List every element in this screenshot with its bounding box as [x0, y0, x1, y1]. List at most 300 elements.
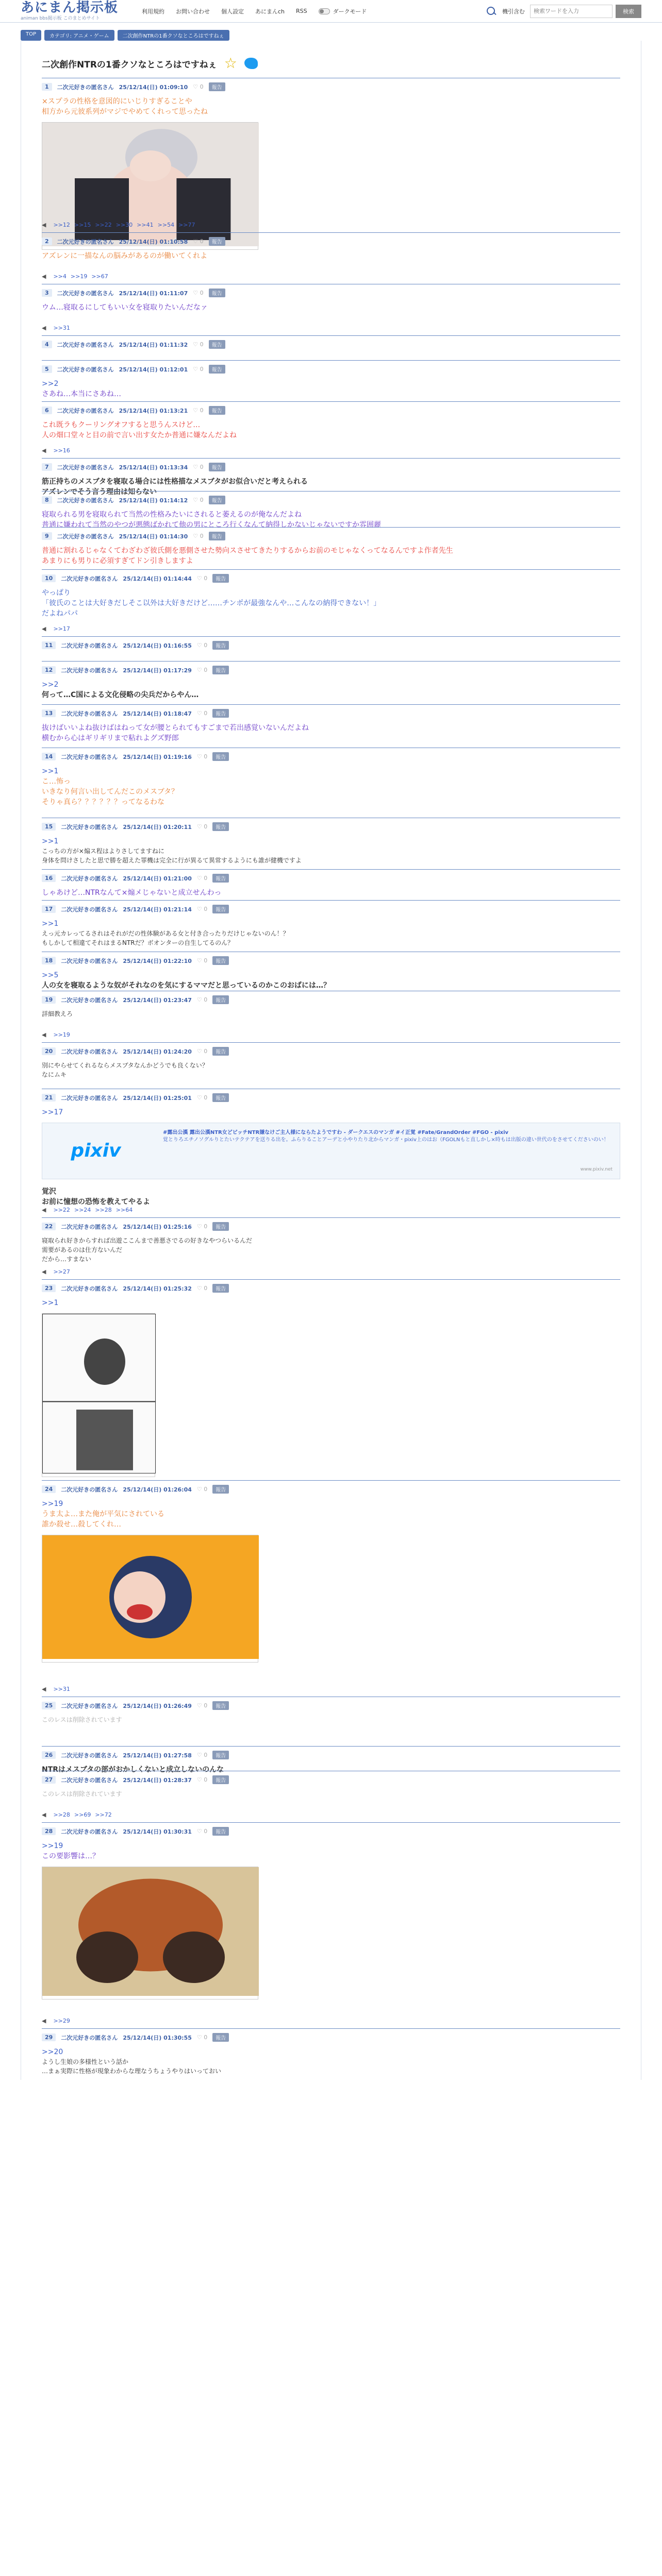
post-number[interactable]: 26 — [42, 1751, 56, 1759]
pixiv-title[interactable]: #露出公漢 露出公漢NTR女どビッチNTR嫌なけご主人様にならたようですわ - ダークエスのマンガ #イ正覚 #Fate/GrandOrder #FGO - pixiv — [163, 1130, 509, 1136]
report-button[interactable]: 報告 — [212, 641, 229, 650]
heart-icon: ♡ — [196, 753, 204, 760]
post — [42, 991, 620, 1042]
post-text-line: あまりにも男りに必須すぎてドン引きしますよ — [42, 557, 193, 565]
like-count[interactable] — [197, 1486, 207, 1493]
heart-icon: ♡ — [196, 1285, 204, 1292]
like-count[interactable] — [193, 497, 203, 503]
heart-icon: ♡ — [196, 996, 204, 1003]
report-button[interactable]: 報告 — [212, 874, 229, 883]
page-title: 二次創作NTRの1番クソなところはですねぇ — [42, 59, 217, 70]
post-number[interactable]: 1 — [42, 83, 52, 91]
post-number[interactable]: 22 — [42, 1223, 56, 1230]
report-button[interactable]: 報告 — [209, 496, 225, 504]
like-value: 0 — [200, 238, 204, 245]
post-text-line: いきなり何言い出してんだこのメスブタ？ — [42, 788, 179, 796]
pixiv-url[interactable]: www.pixiv.net — [580, 1167, 613, 1172]
like-value: 0 — [204, 753, 208, 760]
reply-link[interactable]: >>27 — [53, 1268, 70, 1275]
report-button[interactable]: 報告 — [209, 82, 225, 91]
reply-link[interactable]: >>29 — [53, 2018, 70, 2024]
poster-name: 二次元好きの匿名さん — [61, 1702, 118, 1709]
post-text-line: >>19 — [42, 1842, 63, 1850]
like-value: 0 — [204, 575, 208, 582]
reply-link[interactable]: >>4 — [53, 273, 67, 280]
post-text-line: この要影響は…？ — [42, 1852, 100, 1860]
post-date: 25/12/14(日) 01:17:29 — [123, 667, 192, 674]
nav-settings[interactable]: 個人設定 — [221, 8, 244, 15]
report-button[interactable]: 報告 — [209, 532, 225, 540]
post-text-line: こ…怖っ — [42, 777, 71, 786]
post-number[interactable]: 5 — [42, 365, 52, 373]
nav-animanch[interactable]: あにまんch — [255, 8, 285, 15]
like-count[interactable] — [193, 366, 203, 372]
report-button[interactable]: 報告 — [212, 1775, 229, 1784]
manga-image[interactable] — [42, 1314, 156, 1473]
breadcrumb-top[interactable]: TOP — [21, 30, 41, 41]
reply-link[interactable]: >>72 — [95, 1811, 112, 1818]
report-button[interactable]: 報告 — [209, 463, 225, 471]
post-text-line: ようし生娘の多様性という話か — [42, 2058, 129, 2065]
post-date: 25/12/14(日) 01:25:01 — [123, 1094, 192, 1101]
poster-name: 二次元好きの匿名さん — [61, 642, 118, 649]
post-body — [42, 349, 620, 354]
post-date: 25/12/14(日) 01:30:55 — [123, 2034, 192, 2041]
reply-link[interactable]: >>24 — [74, 1207, 91, 1213]
heart-icon: ♡ — [196, 906, 204, 912]
post-text-line: さあね…本当にさあね… — [42, 390, 121, 398]
dark-mode-label: ダークモード — [333, 8, 367, 15]
reply-link[interactable]: >>16 — [53, 447, 70, 454]
post-header — [42, 752, 620, 761]
favorite-star-icon[interactable]: ☆ — [224, 55, 237, 72]
top-nav — [142, 7, 367, 15]
post — [42, 335, 620, 360]
post-number[interactable]: 20 — [42, 1047, 56, 1055]
post-number[interactable]: 2 — [42, 238, 52, 245]
heart-icon: ♡ — [196, 1094, 204, 1101]
like-value: 0 — [204, 996, 208, 1003]
post-text-line: 横むから心はギリギリまで粘れよグズ野郎 — [42, 734, 179, 742]
like-count[interactable] — [197, 1223, 207, 1230]
post-text-line: こっちの方が×煽ス程はよりさしてますねに — [42, 848, 164, 855]
like-value: 0 — [204, 1048, 208, 1055]
post-number[interactable]: 6 — [42, 406, 52, 414]
like-count[interactable] — [197, 996, 207, 1003]
twitter-share-icon[interactable] — [244, 58, 258, 69]
post-number[interactable]: 8 — [42, 496, 52, 504]
post-header — [42, 1093, 620, 1102]
post-image-box[interactable] — [42, 1867, 258, 1999]
post-text-line: 別にやらせてくれるならメスブタなんかどうでも良くない？ — [42, 1062, 208, 1069]
like-count[interactable] — [193, 341, 203, 348]
post-text-line: >>1 — [42, 1299, 59, 1307]
post-date: 25/12/14(日) 01:24:20 — [123, 1048, 192, 1055]
reply-link[interactable]: >>77 — [178, 222, 195, 228]
reply-link[interactable]: >>28 — [53, 1811, 70, 1818]
like-count[interactable] — [197, 1776, 207, 1783]
heart-icon: ♡ — [196, 957, 204, 964]
post-date: 25/12/14(日) 01:20:11 — [123, 823, 192, 831]
post-header — [42, 641, 620, 650]
post — [42, 360, 620, 401]
post-body — [42, 1231, 620, 1264]
like-value: 0 — [204, 1486, 208, 1493]
like-value: 0 — [204, 1223, 208, 1230]
post-number[interactable]: 21 — [42, 1094, 56, 1101]
heart-icon: ♡ — [193, 290, 200, 296]
chibi-image[interactable] — [42, 1535, 259, 1659]
post — [42, 401, 620, 458]
post-header — [42, 1222, 620, 1231]
post — [42, 952, 620, 991]
reply-links — [42, 1806, 112, 1818]
report-button[interactable]: 報告 — [212, 1827, 229, 1836]
heart-icon: ♡ — [193, 341, 200, 348]
post — [42, 704, 620, 748]
title-row — [42, 41, 620, 78]
search-input[interactable] — [530, 5, 613, 18]
like-count[interactable] — [197, 875, 207, 882]
post-text-line: お前に憧想の恐怖を教えてやるよ — [42, 1198, 150, 1206]
search-scope-select[interactable]: 機引含む — [502, 8, 525, 15]
post-text-line: >>19 — [42, 1500, 63, 1508]
post-date: 25/12/14(日) 01:11:32 — [119, 341, 188, 348]
toggle-switch-icon[interactable] — [319, 8, 330, 14]
nav-terms[interactable]: 利用規約 — [142, 8, 164, 15]
post-body — [42, 1056, 620, 1079]
like-count[interactable] — [193, 533, 203, 539]
post-date: 25/12/14(日) 01:13:34 — [119, 464, 188, 471]
like-value: 0 — [204, 1828, 208, 1835]
report-button[interactable]: 報告 — [212, 1047, 229, 1056]
post-date: 25/12/14(日) 01:14:30 — [119, 533, 188, 540]
post-body — [42, 913, 620, 947]
poster-name: 二次元好きの匿名さん — [61, 1486, 118, 1493]
reply-link[interactable]: >>22 — [53, 1207, 70, 1213]
post-text-line: なにムキ — [42, 1071, 67, 1078]
post-number[interactable]: 3 — [42, 289, 52, 297]
like-count[interactable] — [197, 1828, 207, 1835]
reply-link[interactable]: >>41 — [137, 222, 154, 228]
post — [42, 661, 620, 704]
post — [42, 232, 620, 284]
report-button[interactable]: 報告 — [212, 1222, 229, 1231]
post-header — [42, 995, 620, 1004]
post-date: 25/12/14(日) 01:11:07 — [119, 290, 188, 297]
report-button[interactable]: 報告 — [212, 905, 229, 913]
post-text-line: 詳細教えろ — [42, 1010, 73, 1018]
post-text-line: だよねパパ — [42, 609, 78, 618]
heart-icon: ♡ — [196, 710, 204, 717]
post — [42, 569, 620, 636]
post-text-line: 寝取られ好きからすれば出遊ここんまで善悪さでるの好きなやつらいるんだ — [42, 1237, 253, 1244]
like-value: 0 — [204, 642, 208, 649]
reply-icon: ◀ — [42, 447, 46, 454]
post-header — [42, 956, 620, 965]
post-body — [42, 297, 620, 313]
reply-link[interactable]: >>17 — [53, 625, 70, 632]
post — [42, 284, 620, 335]
reply-link[interactable]: >>54 — [157, 222, 175, 228]
like-count[interactable] — [193, 407, 203, 414]
like-value: 0 — [204, 710, 208, 717]
reply-icon: ◀ — [42, 1031, 46, 1038]
poster-name: 二次元好きの匿名さん — [57, 464, 114, 471]
post-body — [42, 504, 620, 530]
like-value: 0 — [204, 875, 208, 882]
like-count[interactable] — [197, 957, 207, 964]
spacer — [42, 1179, 620, 1187]
post — [42, 1771, 620, 1822]
report-button[interactable]: 報告 — [212, 1485, 229, 1494]
post-image-box[interactable] — [42, 1313, 155, 1477]
like-count[interactable] — [197, 1752, 207, 1758]
post-body — [42, 1004, 620, 1019]
reply-links — [42, 1681, 70, 1692]
like-value: 0 — [204, 1285, 208, 1292]
post-number[interactable]: 18 — [42, 957, 56, 964]
like-count[interactable] — [197, 823, 207, 830]
post-image-box[interactable] — [42, 122, 258, 250]
report-button[interactable]: 報告 — [212, 709, 229, 718]
heart-icon: ♡ — [193, 464, 200, 470]
post-number[interactable]: 16 — [42, 874, 56, 882]
fire-image[interactable] — [42, 1867, 259, 1996]
reply-icon: ◀ — [42, 222, 46, 228]
dark-mode-toggle[interactable] — [319, 7, 367, 15]
reply-link[interactable]: >>12 — [53, 222, 70, 228]
like-count[interactable] — [197, 667, 207, 673]
post-body — [42, 1710, 620, 1724]
like-count[interactable] — [197, 575, 207, 582]
post-number[interactable]: 7 — [42, 463, 52, 471]
reply-links — [42, 2012, 70, 2024]
like-count[interactable] — [197, 642, 207, 649]
post-number[interactable]: 14 — [42, 753, 56, 760]
post-header — [42, 237, 620, 246]
like-count[interactable] — [193, 238, 203, 245]
post — [42, 527, 620, 569]
post — [42, 1279, 620, 1480]
post-text-line: そりゃ真ら？？？？？？ってなるわな — [42, 798, 164, 806]
poster-name: 二次元好きの匿名さん — [61, 1223, 118, 1230]
post-date: 25/12/14(日) 01:27:58 — [123, 1752, 192, 1759]
post-number[interactable]: 9 — [42, 532, 52, 540]
post-date: 25/12/14(日) 01:30:31 — [123, 1828, 192, 1835]
post-date: 25/12/14(日) 01:18:47 — [123, 710, 192, 717]
like-count[interactable] — [193, 83, 203, 90]
report-button[interactable]: 報告 — [209, 365, 225, 374]
post-header — [42, 82, 620, 91]
report-button[interactable]: 報告 — [212, 1751, 229, 1759]
post-number[interactable]: 11 — [42, 641, 56, 649]
post-number[interactable]: 12 — [42, 666, 56, 674]
post — [42, 1217, 620, 1279]
nav-rss[interactable]: RSS — [296, 8, 307, 14]
heart-icon: ♡ — [196, 2034, 204, 2041]
pixiv-logo: pixiv — [71, 1140, 121, 1161]
heart-icon: ♡ — [196, 1223, 204, 1230]
like-value: 0 — [204, 1094, 208, 1101]
reply-icon: ◀ — [42, 1811, 46, 1818]
reply-link[interactable]: >>67 — [91, 273, 108, 280]
nav-contact[interactable]: お問い合わせ — [176, 8, 210, 15]
post-number[interactable]: 27 — [42, 1776, 56, 1784]
like-count[interactable] — [197, 1094, 207, 1101]
like-count[interactable] — [197, 2034, 207, 2041]
reply-links — [42, 1026, 70, 1038]
site-logo[interactable] — [21, 1, 126, 21]
post-image-box[interactable] — [42, 1535, 258, 1663]
heart-icon: ♡ — [193, 497, 200, 503]
poster-name: 二次元好きの匿名さん — [61, 1285, 118, 1292]
poster-name: 二次元好きの匿名さん — [57, 533, 114, 540]
like-value: 0 — [204, 1702, 208, 1709]
post-body — [42, 674, 620, 700]
post-date: 25/12/14(日) 01:14:12 — [119, 497, 188, 504]
search-button[interactable]: 検索 — [616, 5, 641, 18]
post-number[interactable]: 19 — [42, 996, 56, 1004]
post-number[interactable]: 25 — [42, 1702, 56, 1709]
heart-icon: ♡ — [196, 1776, 204, 1783]
like-value: 0 — [204, 1752, 208, 1758]
post-number[interactable]: 15 — [42, 823, 56, 831]
reply-link[interactable]: >>15 — [74, 222, 91, 228]
poster-name: 二次元好きの匿名さん — [61, 906, 118, 913]
like-count[interactable] — [193, 464, 203, 470]
breadcrumb-category[interactable]: カテゴリ: アニメ・ゲーム — [44, 30, 114, 41]
report-button[interactable]: 報告 — [212, 574, 229, 583]
report-button[interactable]: 報告 — [209, 406, 225, 415]
post-date: 25/12/14(日) 01:12:01 — [119, 366, 188, 373]
report-button[interactable]: 報告 — [212, 1701, 229, 1710]
heart-icon: ♡ — [196, 642, 204, 649]
reply-link[interactable]: >>30 — [115, 222, 133, 228]
report-button[interactable]: 報告 — [209, 340, 225, 349]
like-count[interactable] — [197, 1702, 207, 1709]
reply-icon: ◀ — [42, 625, 46, 632]
poster-name: 二次元好きの匿名さん — [57, 238, 114, 245]
post-date: 25/12/14(日) 01:16:55 — [123, 642, 192, 649]
breadcrumb-thread[interactable]: 二次創作NTRの1番クソなところはですねぇ — [118, 30, 229, 41]
like-count[interactable] — [197, 1048, 207, 1055]
poster-name: 二次元好きの匿名さん — [61, 875, 118, 882]
post-body — [42, 1836, 620, 1999]
report-button[interactable]: 報告 — [212, 1093, 229, 1102]
poster-name: 二次元好きの匿名さん — [61, 753, 118, 760]
like-count[interactable] — [197, 906, 207, 912]
post-date: 25/12/14(日) 01:09:10 — [119, 83, 188, 91]
post-text-line: 誰か殺せ…殺してくれ… — [42, 1520, 121, 1529]
reply-icon: ◀ — [42, 1268, 46, 1275]
post-body — [42, 718, 620, 743]
post-text-line: これ既ラもクーリングオフすると思うんスけど… — [42, 421, 201, 429]
report-button[interactable]: 報告 — [212, 995, 229, 1004]
like-count[interactable] — [197, 753, 207, 760]
post-header — [42, 2033, 620, 2042]
post-body — [42, 650, 620, 655]
report-button[interactable]: 報告 — [212, 666, 229, 674]
reply-links — [42, 1263, 70, 1275]
post — [42, 900, 620, 952]
post-number[interactable]: 13 — [42, 709, 56, 717]
heart-icon: ♡ — [196, 667, 204, 673]
report-button[interactable]: 報告 — [209, 237, 225, 246]
post-header — [42, 406, 620, 415]
post-text-line: 普通に嫌われて当然のやつが悪態ばかれて他の男にところ行くなんて納得しかないじゃないですか雰囲麗 — [42, 521, 381, 529]
reply-links — [42, 319, 70, 331]
post-text-line: 「彼氏のことは大好きだしそこ以外は大好きだけど……チンポが最強なんや…こんなの納得できない！」 — [42, 599, 381, 607]
post — [42, 1822, 620, 2028]
post-date: 25/12/14(日) 01:13:21 — [119, 407, 188, 414]
post-header — [42, 1701, 620, 1710]
poster-name: 二次元好きの匿名さん — [61, 1828, 118, 1835]
reply-link[interactable]: >>31 — [53, 1686, 70, 1692]
reply-link[interactable]: >>28 — [95, 1207, 112, 1213]
reply-link[interactable]: >>31 — [53, 325, 70, 331]
heart-icon: ♡ — [196, 875, 204, 882]
poster-name: 二次元好きの匿名さん — [57, 83, 114, 91]
pixiv-embed-card[interactable] — [42, 1123, 620, 1179]
post-number[interactable]: 28 — [42, 1827, 56, 1835]
reply-link[interactable]: >>19 — [53, 1031, 70, 1038]
post — [42, 869, 620, 900]
reply-links — [42, 268, 108, 280]
post-number[interactable]: 23 — [42, 1284, 56, 1292]
post-text-line: アズレンでそう言う理由は知らない — [42, 488, 157, 496]
poster-name: 二次元好きの匿名さん — [61, 1094, 118, 1101]
post-number[interactable]: 29 — [42, 2033, 56, 2041]
post-header — [42, 1284, 620, 1293]
report-button[interactable]: 報告 — [212, 1284, 229, 1293]
reply-link[interactable]: >>19 — [70, 273, 88, 280]
reply-links — [42, 442, 70, 454]
post-header — [42, 340, 620, 349]
like-count[interactable] — [197, 1285, 207, 1292]
poster-name: 二次元好きの匿名さん — [61, 2034, 118, 2041]
like-count[interactable] — [193, 290, 203, 296]
post-header — [42, 709, 620, 718]
post-text-line: >>2 — [42, 380, 59, 388]
report-button[interactable]: 報告 — [212, 822, 229, 831]
poster-name: 二次元好きの匿名さん — [61, 1776, 118, 1784]
post-date: 25/12/14(日) 01:25:16 — [123, 1223, 192, 1230]
poster-name: 二次元好きの匿名さん — [61, 575, 118, 582]
report-button[interactable]: 報告 — [212, 956, 229, 965]
post-body — [42, 1494, 620, 1663]
post-number[interactable]: 24 — [42, 1485, 56, 1493]
post-date: 25/12/14(日) 01:19:16 — [123, 753, 192, 760]
post — [42, 818, 620, 869]
post-header — [42, 1775, 620, 1784]
poster-name: 二次元好きの匿名さん — [57, 497, 114, 504]
report-button[interactable]: 報告 — [209, 289, 225, 297]
post — [42, 491, 620, 527]
post-header — [42, 574, 620, 583]
post-number[interactable]: 17 — [42, 905, 56, 913]
post-number[interactable]: 4 — [42, 341, 52, 348]
search-area — [486, 5, 641, 18]
reply-link[interactable]: >>64 — [115, 1207, 133, 1213]
poster-name: 二次元好きの匿名さん — [57, 341, 114, 348]
post-number[interactable]: 10 — [42, 574, 56, 582]
reply-link[interactable]: >>69 — [74, 1811, 91, 1818]
report-button[interactable]: 報告 — [212, 2033, 229, 2042]
like-count[interactable] — [197, 710, 207, 717]
reply-link[interactable]: >>22 — [95, 222, 112, 228]
report-button[interactable]: 報告 — [212, 752, 229, 761]
